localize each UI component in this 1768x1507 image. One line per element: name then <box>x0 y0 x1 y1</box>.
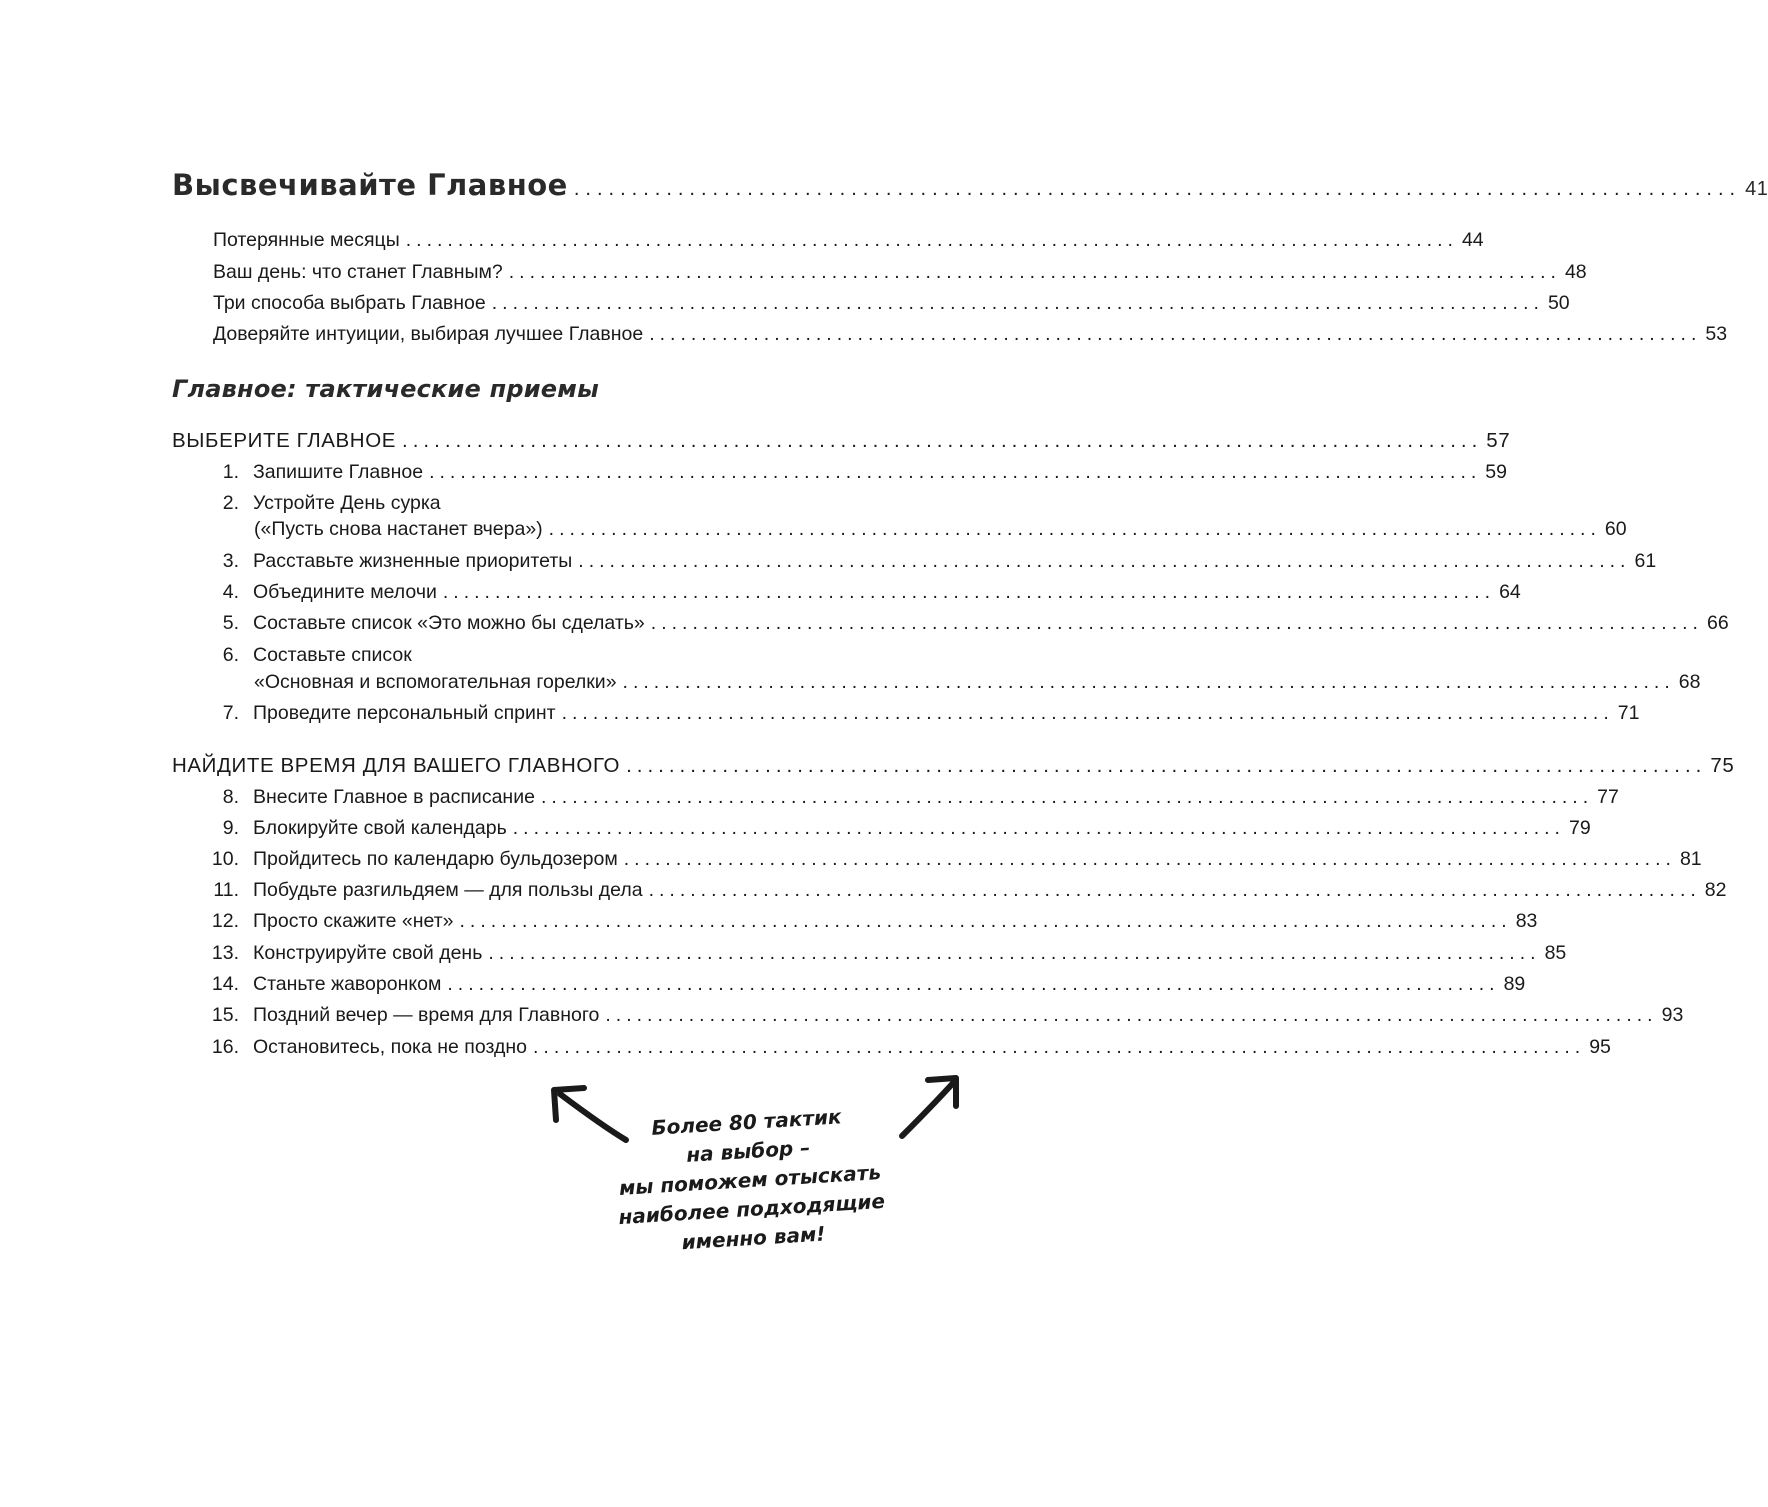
page-number: 50 <box>1547 292 1570 314</box>
section-title: НАЙДИТЕ ВРЕМЯ ДЛЯ ВАШЕГО ГЛАВНОГО <box>172 754 621 777</box>
toc-item[interactable] <box>196 817 1591 840</box>
item-label: Конструируйте свой день <box>253 942 483 964</box>
page-number: 53 <box>1705 323 1728 345</box>
toc-item[interactable] <box>196 1036 1611 1059</box>
dot-leader: ..................................................................................................... <box>491 292 1544 314</box>
dot-leader: ..................................................................................................... <box>447 973 1500 995</box>
toc-item-continuation[interactable] <box>254 671 1701 694</box>
dot-leader: ..................................................................................................... <box>512 817 1565 839</box>
page-number: 89 <box>1503 973 1526 995</box>
item-label: Станьте жаворонком <box>253 973 442 995</box>
item-label: Блокируйте свой календарь <box>253 817 507 839</box>
toc-entry[interactable] <box>213 292 1570 315</box>
item-label: Устройте День сурка <box>253 492 441 514</box>
dot-leader: ..................................................................................................... <box>605 1004 1658 1026</box>
chapter-title: Высвечивайте Главное <box>172 168 568 202</box>
entry-label: Доверяйте интуиции, выбирая лучшее Главное <box>213 323 644 345</box>
toc-item-continuation[interactable] <box>254 518 1627 541</box>
dot-leader: ..................................................................................................... <box>508 261 1561 283</box>
item-label-continued: «Основная и вспомогательная горелки» <box>254 671 617 693</box>
item-label: Составьте список «Это можно бы сделать» <box>253 612 645 634</box>
page-number: 83 <box>1515 910 1538 932</box>
page-number: 77 <box>1597 786 1619 808</box>
item-label: Объедините мелочи <box>253 581 437 603</box>
toc-section-heading[interactable] <box>172 429 1511 453</box>
toc-item[interactable] <box>196 879 1727 902</box>
dot-leader: ..................................................................................................... <box>573 178 1742 200</box>
toc-item[interactable] <box>196 492 875 515</box>
toc-chapter-heading[interactable] <box>172 168 1768 202</box>
item-label: Внесите Главное в расписание <box>253 786 535 808</box>
page-number: 75 <box>1710 754 1735 777</box>
page-number: 95 <box>1589 1036 1611 1058</box>
item-number: 1. <box>222 461 239 483</box>
page-number: 81 <box>1679 848 1702 870</box>
tactics-title: Главное: тактические приемы <box>172 375 599 403</box>
note-line: наиболее подходящие <box>617 1188 886 1230</box>
section-title: ВЫБЕРИТЕ ГЛАВНОЕ <box>172 429 397 452</box>
item-label: Запишите Главное <box>253 461 424 483</box>
item-number: 15. <box>211 1004 239 1026</box>
item-number: 6. <box>222 644 239 666</box>
page-number: 93 <box>1661 1004 1684 1026</box>
item-number: 16. <box>211 1036 239 1058</box>
toc-entry[interactable] <box>213 323 1728 346</box>
toc-section-heading[interactable] <box>172 754 1735 778</box>
dot-leader: ..................................................................................................... <box>459 910 1512 932</box>
dot-leader: ..................................................................................................... <box>442 581 1496 603</box>
dot-leader: ..................................................................................................... <box>650 612 1703 634</box>
dot-leader: ..................................................................................................... <box>622 671 1675 693</box>
item-label: Побудьте разгильдяем — для пользы дела <box>253 879 643 901</box>
note-line: на выбор – <box>685 1135 811 1167</box>
toc-item[interactable] <box>196 612 1729 635</box>
dot-leader: ..................................................................................................... <box>561 702 1614 724</box>
dot-leader: ..................................................................................................... <box>533 1036 1586 1058</box>
dot-leader: ..................................................................................................... <box>540 786 1594 808</box>
item-number: 9. <box>222 817 239 839</box>
item-label: Остановитесь, пока не поздно <box>253 1036 527 1058</box>
page-number: 66 <box>1706 612 1729 634</box>
item-number: 11. <box>213 879 239 901</box>
toc-entry[interactable] <box>213 261 1587 284</box>
page-number: 44 <box>1461 229 1484 251</box>
page-number: 85 <box>1544 942 1567 964</box>
entry-label: Три способа выбрать Главное <box>213 292 486 314</box>
item-number: 2. <box>222 492 239 514</box>
item-number: 7. <box>222 702 239 724</box>
toc-item[interactable] <box>196 973 1526 996</box>
page-number: 61 <box>1634 550 1657 572</box>
handwritten-note <box>596 1099 904 1262</box>
item-label: Просто скажите «нет» <box>253 910 454 932</box>
item-label: Проведите персональный спринт <box>253 702 556 724</box>
page-number: 79 <box>1568 817 1591 839</box>
toc-item[interactable] <box>196 702 1640 725</box>
toc-item[interactable] <box>196 848 1702 871</box>
dot-leader: ..................................................................................................... <box>623 848 1676 870</box>
item-label-continued: («Пусть снова настанет вчера») <box>254 518 543 540</box>
entry-label: Потерянные месяцы <box>213 229 400 251</box>
dot-leader: ..................................................................................................... <box>405 229 1458 251</box>
toc-item[interactable] <box>196 581 1521 604</box>
page-number: 71 <box>1617 702 1640 724</box>
note-line: мы поможем отыскать <box>618 1160 882 1200</box>
item-label: Поздний вечер — время для Главного <box>253 1004 600 1026</box>
note-line: Более 80 тактик <box>650 1104 843 1140</box>
page-number: 59 <box>1485 461 1507 483</box>
dot-leader: ..................................................................................................... <box>648 879 1701 901</box>
toc-item[interactable] <box>196 550 1657 573</box>
dot-leader: ..................................................................................................... <box>488 942 1541 964</box>
dot-leader: ..................................................................................................... <box>649 323 1702 345</box>
toc-item[interactable] <box>196 786 1619 809</box>
page-number: 64 <box>1499 581 1521 603</box>
item-label: Расставьте жизненные приоритеты <box>253 550 573 572</box>
item-number: 8. <box>222 786 239 808</box>
page-number: 60 <box>1604 518 1627 540</box>
dot-leader: ..................................................................................................... <box>548 518 1601 540</box>
page-number: 41 <box>1745 178 1768 200</box>
item-label: Составьте список <box>253 644 412 666</box>
dot-leader: ..................................................................................................... <box>429 461 1482 483</box>
toc-item[interactable] <box>196 461 1507 484</box>
dot-leader: ..................................................................................................... <box>578 550 1631 572</box>
page-number: 82 <box>1704 879 1727 901</box>
dot-leader: ..................................................................................................... <box>402 429 1483 452</box>
item-number: 14. <box>211 973 239 995</box>
toc-item[interactable] <box>196 1004 1684 1027</box>
item-number: 13. <box>211 942 239 964</box>
page-number: 57 <box>1486 429 1511 452</box>
toc-item[interactable] <box>196 910 1538 933</box>
item-number: 3. <box>222 550 239 572</box>
page-number: 48 <box>1564 261 1587 283</box>
toc-entry[interactable] <box>213 229 1484 252</box>
toc-item[interactable] <box>196 644 875 667</box>
arrow-up-right-icon <box>890 1068 970 1148</box>
item-number: 12. <box>211 910 239 932</box>
item-number: 4. <box>222 581 239 603</box>
item-number: 10. <box>211 848 239 870</box>
note-line: именно вам! <box>680 1221 827 1255</box>
page-number: 68 <box>1678 671 1701 693</box>
toc-item[interactable] <box>196 942 1567 965</box>
entry-label: Ваш день: что станет Главным? <box>213 261 503 283</box>
dot-leader: ..................................................................................................... <box>626 754 1707 777</box>
item-label: Пройдитесь по календарю бульдозером <box>253 848 618 870</box>
item-number: 5. <box>222 612 239 634</box>
